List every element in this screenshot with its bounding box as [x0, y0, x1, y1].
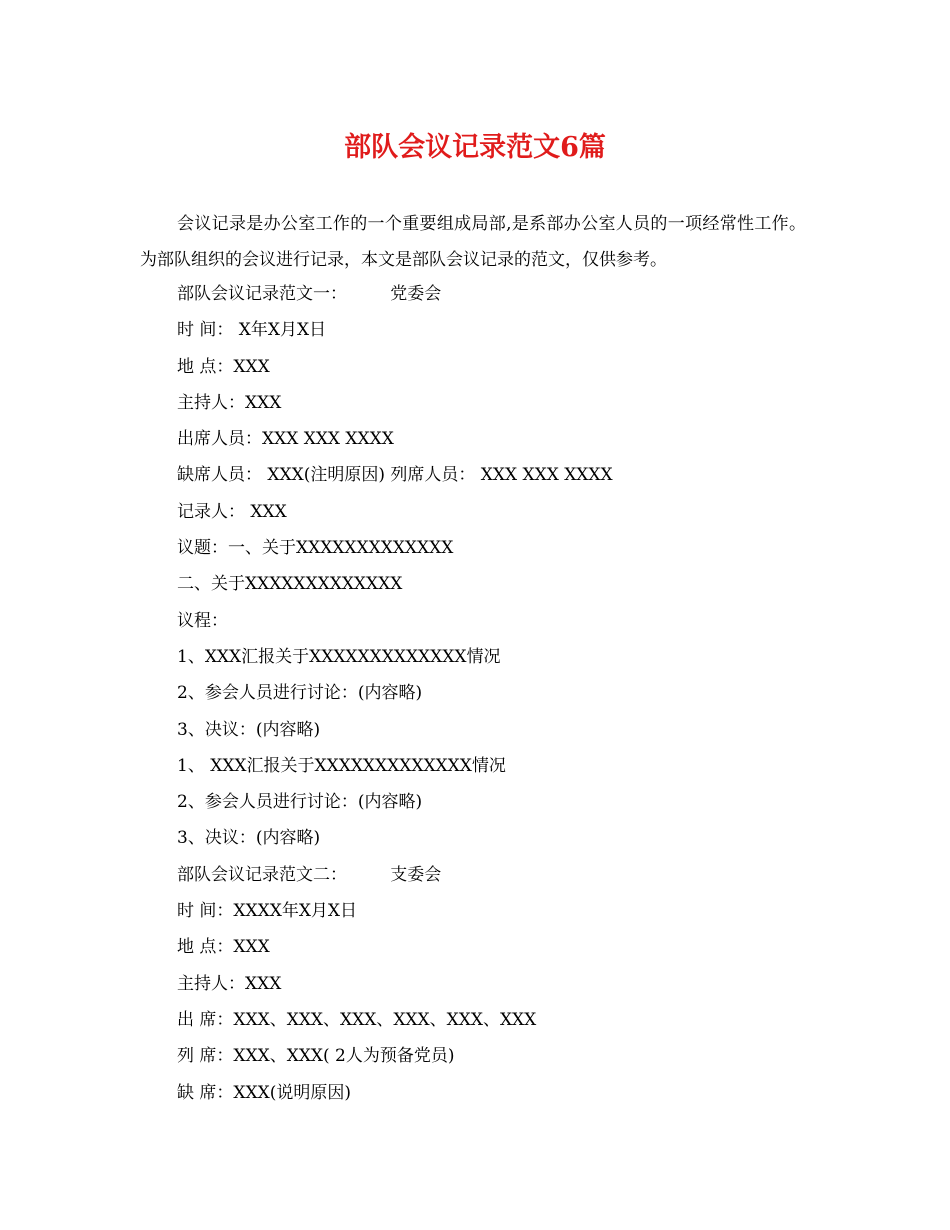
line-host: 主持人：XXX [177, 392, 282, 413]
line-time: 时 间： X年X月X日 [177, 320, 327, 341]
line-location: 地 点：XXX [177, 937, 270, 958]
line-agenda: 议程： [177, 610, 228, 631]
line-attendees: 出席人员：XXX XXX XXXX [177, 429, 394, 450]
line-section-two-heading: 部队会议记录范文二： 支委会 [177, 864, 442, 885]
line-agenda-item: 2、参会人员进行讨论：(内容略) [177, 792, 423, 813]
line-time: 时 间：XXXX年X月X日 [177, 901, 358, 922]
line-agenda-item: 2、参会人员进行讨论：(内容略) [177, 683, 423, 704]
line-absent-observers: 缺席人员： XXX(注明原因) 列席人员： XXX XXX XXXX [177, 465, 613, 486]
minutes-lines [177, 276, 817, 1111]
line-agenda-item: 3、决议：(内容略) [177, 719, 321, 740]
line-topic-two: 二、关于XXXXXXXXXXXXX [177, 574, 403, 595]
line-location: 地 点：XXX [177, 356, 270, 377]
document-title: 部队会议记录范文6篇 [344, 132, 606, 163]
line-host: 主持人：XXX [177, 973, 282, 994]
line-absent: 缺 席：XXX(说明原因) [177, 1082, 351, 1103]
line-agenda-item: 1、XXX汇报关于XXXXXXXXXXXXX情况 [177, 646, 501, 667]
line-recorder: 记录人： XXX [177, 501, 287, 522]
intro-paragraph: 会议记录是办公室工作的一个重要组成局部,是系部办公室人员的一项经常性工作。为部队组织的会议进行记录，本文是部队会议记录的范文，仅供参考。 [140, 214, 806, 270]
line-agenda-item: 3、决议：(内容略) [177, 828, 321, 849]
line-agenda-item: 1、 XXX汇报关于XXXXXXXXXXXXX情况 [177, 755, 506, 776]
line-section-one-heading: 部队会议记录范文一： 党委会 [177, 284, 442, 304]
line-present: 出 席：XXX、XXX、XXX、XXX、XXX、XXX [177, 1009, 537, 1030]
line-observers: 列 席：XXX、XXX( 2人为预备党员) [177, 1046, 455, 1067]
line-topic-one: 议题：一、关于XXXXXXXXXXXXX [177, 538, 454, 559]
